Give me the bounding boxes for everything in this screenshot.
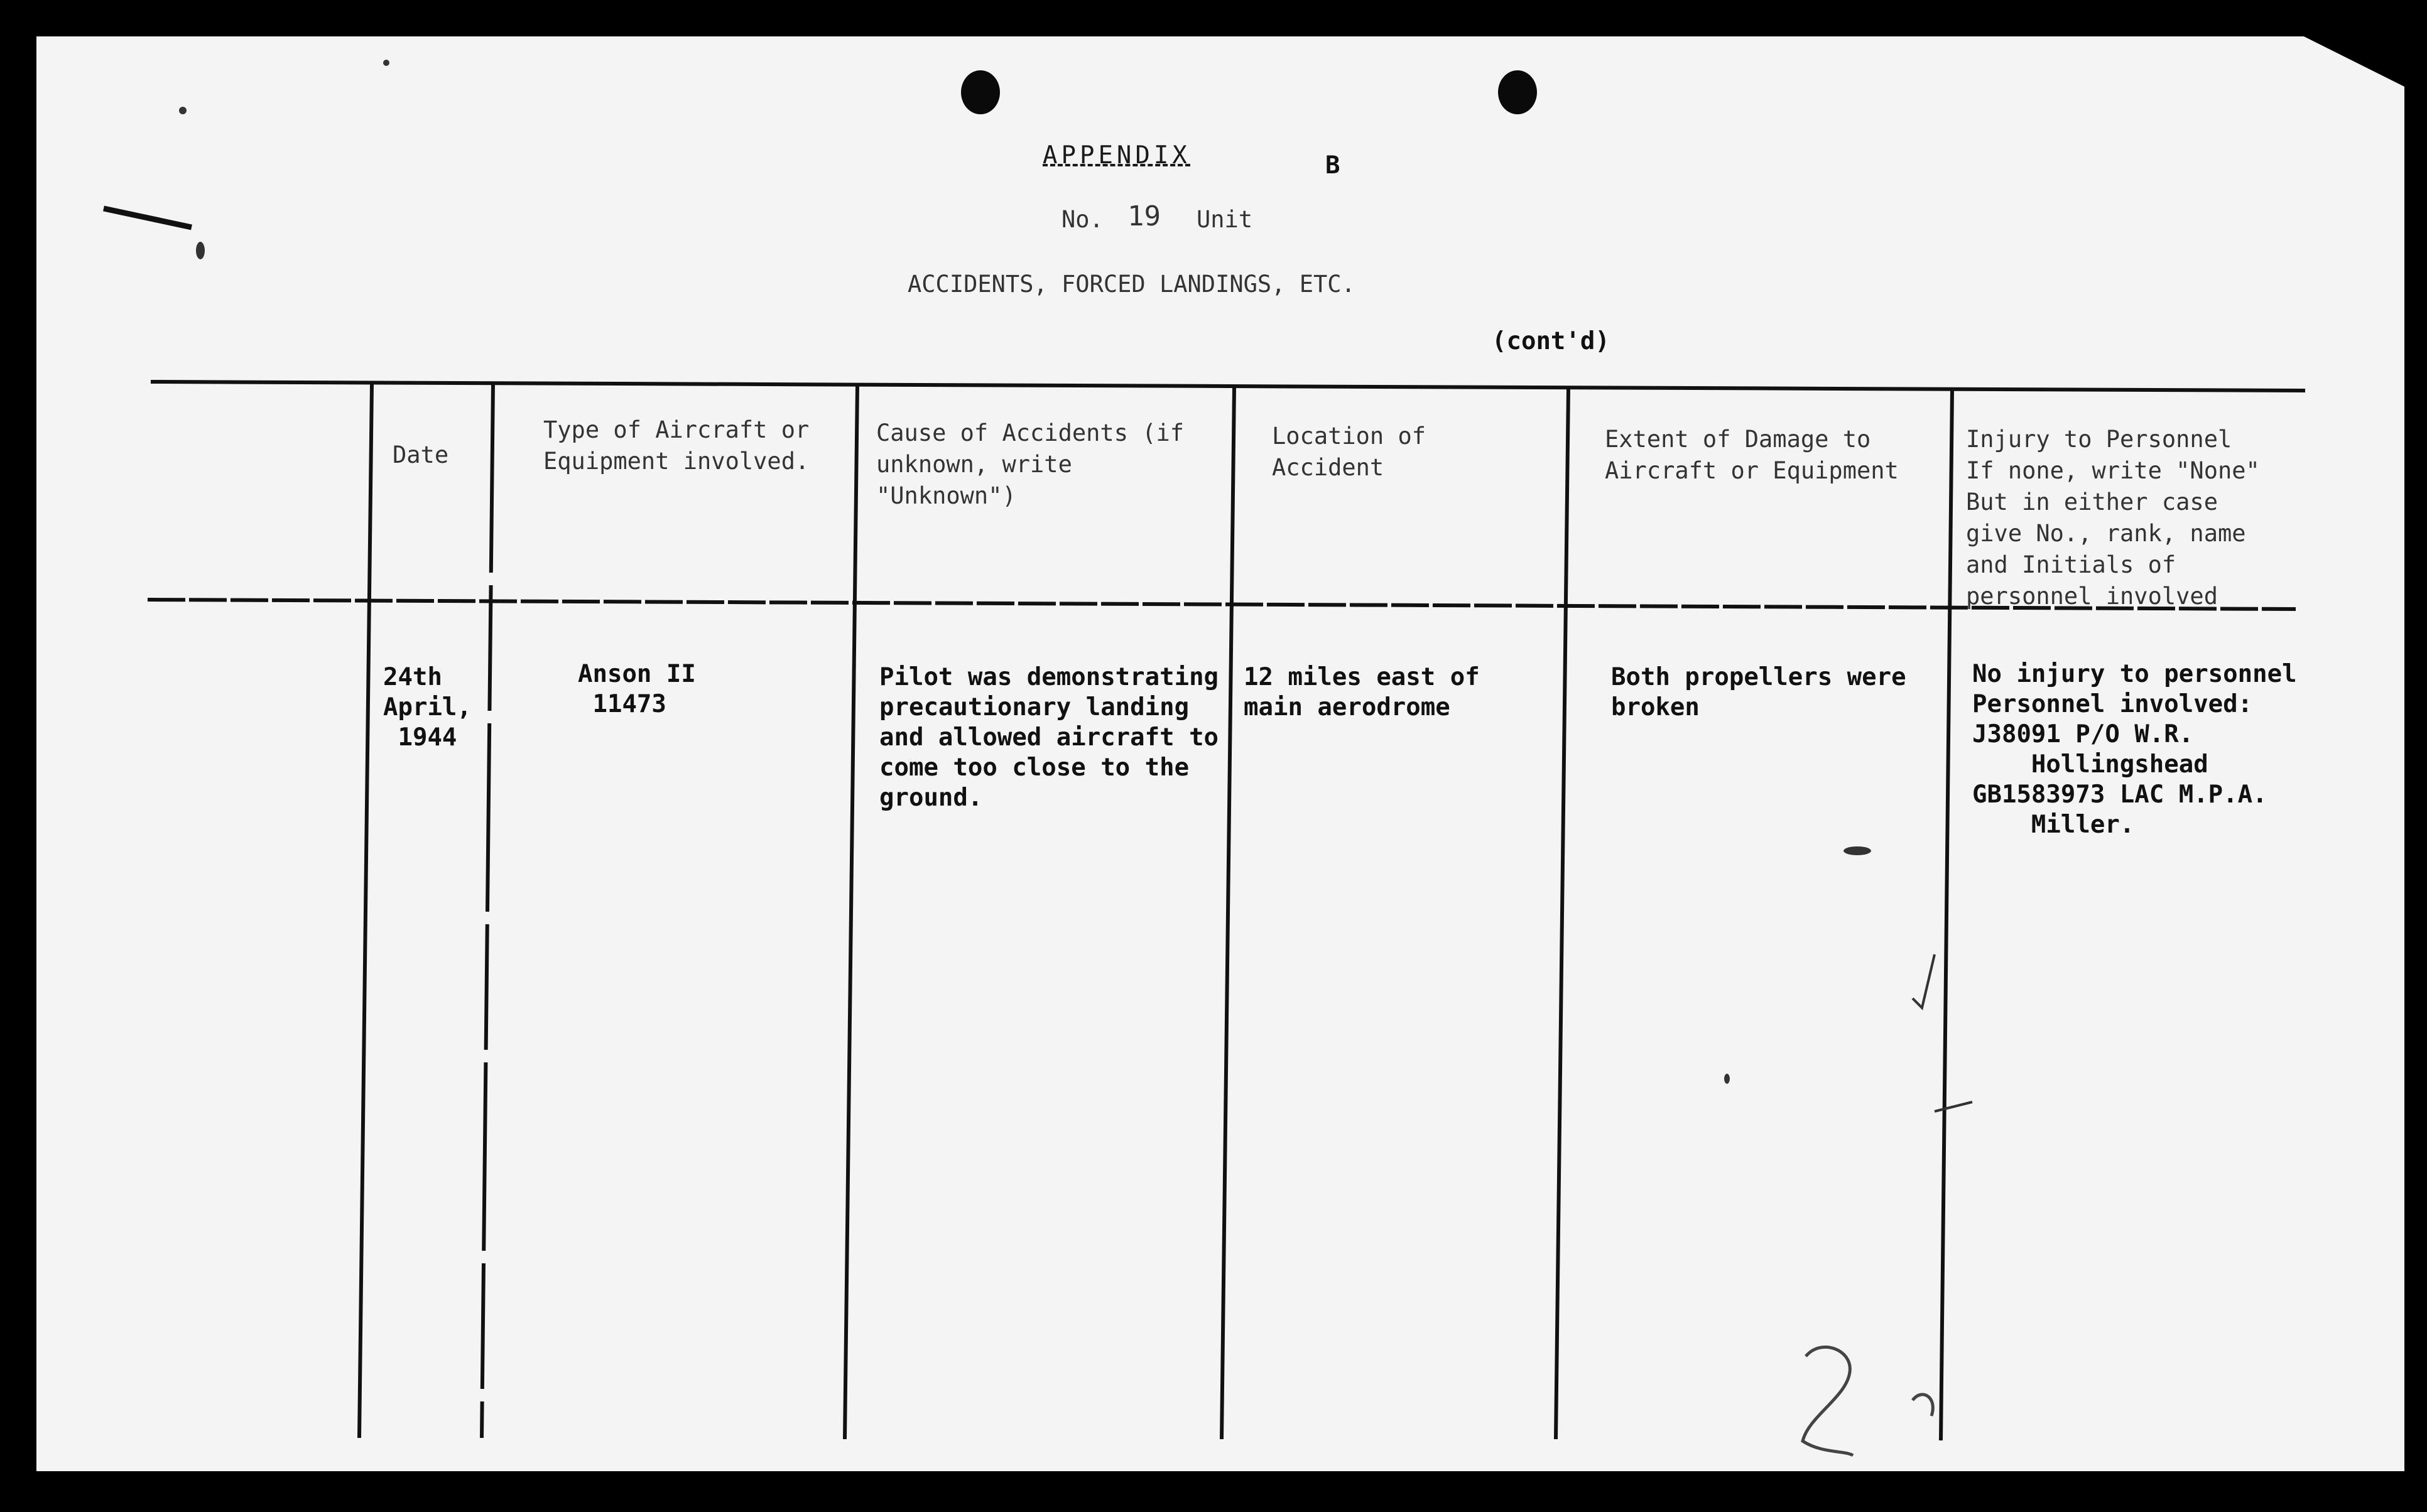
col-header-cause: Cause of Accidents (if unknown, write "Unknown") bbox=[876, 419, 1185, 509]
form-subtitle: ACCIDENTS, FORCED LANDINGS, ETC. bbox=[908, 271, 1355, 298]
unit-number: 19 bbox=[1127, 200, 1161, 232]
cell-location: 12 miles east of main aerodrome bbox=[1244, 663, 1480, 721]
appendix-title: APPENDIX bbox=[1043, 141, 1191, 170]
col-header-damage: Extent of Damage to Aircraft or Equipment bbox=[1605, 426, 1899, 484]
col-header-date: Date bbox=[393, 441, 449, 468]
cell-aircraft: Anson II 11473 bbox=[578, 660, 696, 718]
continued-label: (cont'd) bbox=[1492, 327, 1610, 355]
unit-prefix: No. bbox=[1061, 206, 1104, 233]
col-header-injury: Injury to Personnel If none, write "None" But in either case give No., rank, name and Initials of personnel involved bbox=[1966, 426, 2260, 610]
col-header-location: Location of Accident bbox=[1272, 423, 1426, 481]
appendix-letter: B bbox=[1325, 151, 1340, 180]
cell-cause: Pilot was demonstrating precautionary landing and allowed aircraft to come too close to the ground. bbox=[879, 663, 1219, 812]
cell-injury: No injury to personnel Personnel involved: J38091 P/O W.R. Hollingshead GB1583973 LAC M.P.A. Miller. bbox=[1972, 660, 2297, 839]
col-header-aircraft: Type of Aircraft or Equipment involved. bbox=[543, 416, 810, 475]
cell-damage: Both propellers were broken bbox=[1611, 663, 1906, 721]
cell-date: 24th April, 1944 bbox=[383, 663, 472, 752]
unit-suffix: Unit bbox=[1197, 206, 1253, 233]
